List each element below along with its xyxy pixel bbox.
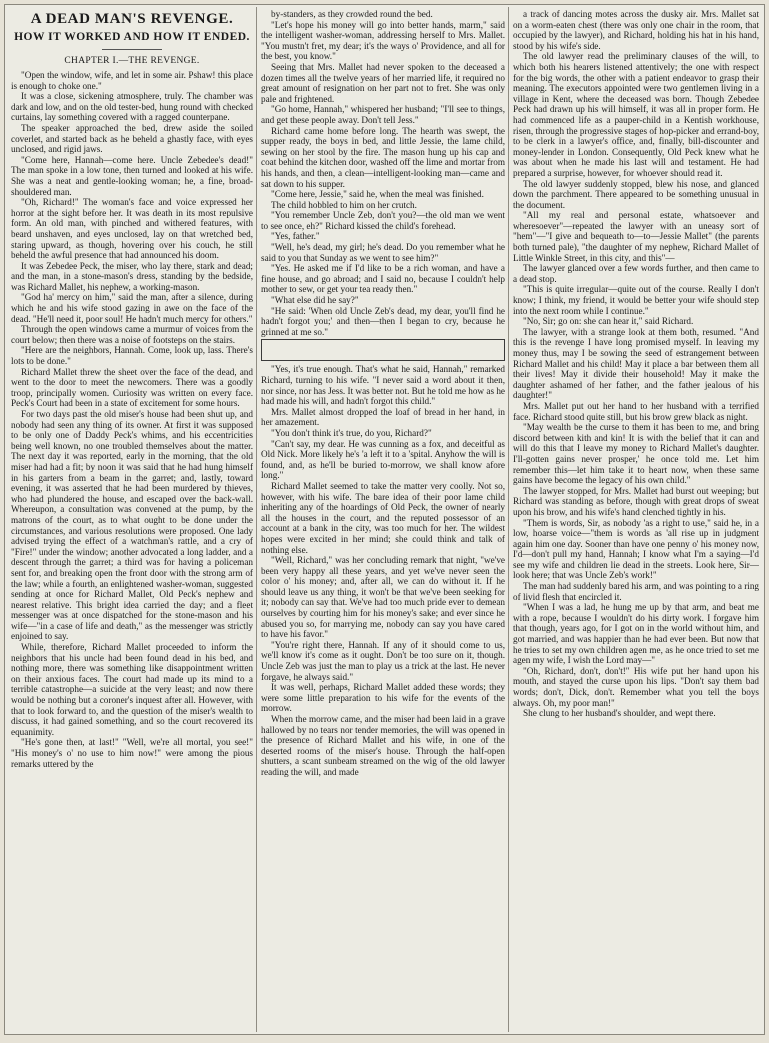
paragraph: She clung to her husband's shoulder, and wept there.	[523, 708, 716, 719]
paragraph: Richard Mallet threw the sheet over the face of the dead, and went to the door to meet the newcomers. There was a goodly troop, principally women. Curiosity was written on every face. Peck's Court had been in a state of excitement for some hours.	[11, 366, 253, 409]
paragraph: Richard Mallet seemed to take the matter very coolly. Not so, however, with his wife. The bare idea of their poor lame child inheriting any of the hoardings of Old Peck, the owner of nearly all the houses in the court, and the reputed possessor of an account at a bank in the city, was too much for her. The wildest hopes were excited in her mind; she could think and talk of nothing else.	[261, 480, 505, 555]
title-divider	[102, 49, 162, 50]
paragraph: "He said: 'When old Uncle Zeb's dead, my dear, you'll find he hadn't forgot you;' and then—then I began to cry, because he grinned at me so."	[261, 305, 505, 337]
paragraph: Mrs. Mallet put out her hand to her husband with a terrified face. Richard stood quite still, but his brow grew black as night.	[513, 400, 759, 422]
paragraph: "Let's hope his money will go into better hands, marm," said the intelligent washer-woman, addressing herself to Mrs. Mallet. "You mustn't fret, my dear; it's the ways o' Providence, and all for the best, you know."	[261, 19, 505, 62]
paragraph: When the morrow came, and the miser had been laid in a grave hallowed by no tears nor tender memories, the will was opened in the presence of Richard Mallet and his wife, in one of the deserted rooms of the miser's house. Through the half-open shutters, a scant sunbeam streamed on the wig of the old lawyer reading the will, and made	[261, 714, 505, 777]
paragraph: "Oh, Richard, don't, don't!" His wife put her hand upon his mouth, and stayed the curse upon his lips. "Don't say them bad words; don't, Dick, don't. Remember what you tell the boys always. Oh, my poor man!"	[513, 665, 759, 708]
paragraph: "You remember Uncle Zeb, don't you?—the old man we went to see once, eh?" Richard kissed the child's forehead.	[261, 210, 505, 231]
paragraph: It was Zebedee Peck, the miser, who lay there, stark and dead; and the man, in a stone-mason's dress, standing by the bedside, was Richard Mallet, his nephew, a working-mason.	[11, 260, 253, 292]
paragraph: The speaker approached the bed, drew aside the soiled coverlet, and started back as he beheld a ghastly face, with eyes unclosed, and rigid jaws.	[11, 122, 253, 155]
paragraph: The man had suddenly bared his arm, and was pointing to a ring of livid flesh that encircled it.	[513, 581, 759, 602]
paragraph: "No, Sir; go on: she can hear it," said Richard.	[523, 316, 694, 327]
paragraph: by-standers, as they crowded round the bed.	[271, 9, 433, 19]
paragraph: "Go home, Hannah," whispered her husband; "I'll see to things, and get these people away. Don't tell Jess."	[261, 104, 505, 125]
paragraph: "May wealth be the curse to them it has been to me, and bring discord between kith and kin! It is with the belief that it can and will do this that I leave my money to Richard Mallet's daughter. I'll-gotten gains never prosper,' he once told me. Let him remember this—let him take it to heart now, when these same gains have become the legacy of his own child."	[513, 422, 759, 486]
paragraph: The lawyer, with a strange look at them both, resumed. "And this is the revenge I have long promised myself. In leaving my money thus, may I be sowing the seed of estrangement between Richard Mallet and his child! May it place a bar between them all their lives! May it divide their household! May it make the daughter ashamed of her father, and the father jealous of his daughter!"	[513, 326, 759, 401]
column-3	[513, 9, 759, 1030]
paragraph: "What else did he say?"	[271, 295, 359, 306]
paragraph: a track of dancing motes across the dusky air. Mrs. Mallet sat on a worm-eaten chest (there was only one chair in the room, that occupied by the lawyer), and Richard, holding his hat in his hand, stood by his wife's side.	[513, 9, 759, 51]
newspaper-page	[4, 4, 765, 1035]
paragraph: "Come here, Jessie," said he, when the meal was finished.	[271, 189, 484, 200]
article-subtitle: HOW IT WORKED AND HOW IT ENDED.	[14, 31, 250, 43]
paragraph: It was well, perhaps, Richard Mallet added these words; they were some little preparation to his wife for the events of the morrow.	[261, 682, 505, 714]
paragraph: "Yes, it's true enough. That's what he said, Hannah," remarked Richard, turning to his wife. "I never said a word about it then, nor since, nor has Jess. It was better not. But he told me how as he had made his will, and hadn't forgot this child."	[261, 364, 505, 407]
paragraph: "Yes, father."	[271, 231, 320, 242]
paragraph: "All my real and personal estate, whatsoever and wheresoever"—repeated the lawyer with an uneasy sort of "hem"—"I give and bequeath to—to—Jessie Mallet" (the parents both turned pale), "the daughter of my nephew, Richard Mallet of Little Winkle Street, in this city, and this"—	[513, 210, 759, 263]
chapter-heading: CHAPTER I.—THE REVENGE.	[64, 56, 200, 66]
paragraph: The old lawyer read the preliminary clauses of the will, to which both his hearers listened attentively; the one with respect for the big words, the other with a patient endeavor to grasp their meaning. The executors appointed were two gentlemen living in a village in Kent, where the deceased was born. Though Zebedee Peck had drawn up his will himself, it was all in proper form. He had commenced life as a pauper-child in a Kentish workhouse, risen, through the progressive stages of hop-picker and errand-boy, to be clerk in a lawyer's office, and, finally, bill-discounter and money-lender in London. Consequently, Old Peck knew what he was about when he made his last will and testament. He had prepared a surprise, however, for whoever should read it.	[513, 51, 759, 178]
paragraph: The lawyer glanced over a few words further, and then came to a dead stop.	[513, 263, 759, 284]
column-1	[11, 9, 253, 1030]
paragraph: Mrs. Mallet almost dropped the loaf of bread in her hand, in her amazement.	[261, 406, 505, 428]
paragraph: "Well, he's dead, my girl; he's dead. Do you remember what he said to you that Sunday as we went to see him?"	[261, 242, 505, 263]
paragraph: "He's gone then, at last!" "Well, we're all mortal, you see!" "His money's o' no use to him now!" were among the pious remarks uttered by the	[11, 737, 253, 769]
paragraph: "Here are the neighbors, Hannah. Come, look up, lass. There's lots to be done."	[11, 345, 253, 367]
paragraph: "Can't say, my dear. He was cunning as a fox, and deceitful as Old Nick. More likely he's 'a left it to a 'spital. Anyhow the will is found, and, as he'll be buried to-morrow, we shall know afore long."	[261, 438, 505, 481]
paragraph: "Come here, Hannah—come here. Uncle Zebedee's dead!" The man spoke in a low tone, then turned and looked at his wife. She was a neat and gentle-looking woman; he, a fine, broad-shouldered man.	[11, 154, 253, 197]
paragraph: "Open the window, wife, and let in some air. Pshaw! this place is enough to choke one."	[11, 70, 253, 91]
paragraph: The child hobbled to him on her crutch.	[271, 199, 417, 210]
paragraph: "Well, Richard," was her concluding remark that night, "we've been very happy all these years, and yet we've never seen the color o' his money; and, after all, we can do without it. If he should leave us any thing, it won't be that we've been seeking for it; nobody can say that. We've had too much pride ever to demean ourselves by courting him for his money's sake; and ever since he abused you so, for marrying me, nobody can say you have cared to have his favor."	[261, 555, 505, 640]
paragraph: The old lawyer suddenly stopped, blew his nose, and glanced down the parchment. There appeared to be something unusual in the document.	[513, 178, 759, 210]
paragraph: "This is quite irregular—quite out of the course. Really I don't know; I think, my friend, it would be better your wife should step into the next room while I continue."	[513, 284, 759, 316]
paragraph: Through the open windows came a murmur of voices from the court below; then there was a noise of footsteps on the stairs.	[11, 324, 253, 345]
paragraph: "Oh, Richard!" The woman's face and voice expressed her horror at the sight before her. It was death in its most repulsive form. An old man, with pinched and withered features, with beard unshaven, and eyes unclosed, lay on that wretched bed, staring upward, as though, hovering over his couch, he still beheld the awful presence that had announced his doom.	[11, 197, 253, 261]
paragraph: "You don't think it's true, do you, Richard?"	[271, 427, 432, 438]
highlight-box	[261, 339, 505, 361]
paragraph: While, therefore, Richard Mallet proceeded to inform the neighbors that his uncle had been found dead in his bed, and nothing more, there was something like disappointment written on their anxious faces. The court had made up its mind to a terrible catastrophe—a suicide at the very least; and now there would be nothing but a coroner's inquest after all. However, with that to look forward to, and the question of the miser's wealth to discuss, it had gained something, and so the court recovered its equanimity.	[11, 642, 253, 737]
paragraph: It was a close, sickening atmosphere, truly. The chamber was dark and low, and on the old tester-bed, hung round with checked curtains, lay something covered with a ragged counterpane.	[11, 91, 253, 123]
article-title: A DEAD MAN'S REVENGE.	[30, 11, 234, 27]
paragraph: "You're right there, Hannah. If any of it should come to us, we'll know it's come as it ought. Don't be too sure on it, though. Uncle Zeb was just the man to play us a trick at the last. He never forgave, he always said."	[261, 639, 505, 682]
paragraph: "Yes. He asked me if I'd like to be a rich woman, and have a fine house, and go abroad; and I said no, because I couldn't help mother to sew, or get your tea ready then."	[261, 263, 505, 295]
column-rule	[256, 7, 257, 1032]
column-2	[261, 9, 505, 1030]
paragraph: "When I was a lad, he hung me up by that arm, and beat me with a rope, because I wouldn't do his dirty work. I forgave him that though, years ago, for I got on in the world without him, and got married, and was happier than he had ever been. But now that he tries to set my own children agen me, as he once tried to set me agen my wife, I wish the Lord may—"	[513, 602, 759, 666]
paragraph: Richard came home before long. The hearth was swept, the supper ready, the boys in bed, and little Jessie, the lame child, sewing on her stool by the fire. The mason hung up his cap and coat behind the kitchen door, washed off the lime and mortar from his hands, and then, a clean—intelligent-looking man—came and sat down to his supper.	[261, 125, 505, 189]
paragraph: "God ha' mercy on him," said the man, after a silence, during which he and his wife stood gazing in awe on the face of the dead. "He'll need it, poor soul! He hadn't much mercy for others."	[11, 292, 253, 324]
paragraph: Seeing that Mrs. Mallet had never spoken to the deceased a dozen times all the twelve years of her married life, it required no great amount of resignation on her part not to fret. She was only pale and frightened.	[261, 61, 505, 104]
paragraph: "Them is words, Sir, as nobody 'as a right to use," said he, in a low, hoarse voice—"them is words as 'all rise up in judgment again him one day. Sooner than have one penny o' his money now, I'd—don't pull my hand, Hannah; I know what I'm a saying—I'd see my wife and children lie dead in the streets. Look here, Sir—look here; that was Uncle Zeb's work!"	[513, 517, 759, 581]
paragraph: The lawyer stopped, for Mrs. Mallet had burst out weeping; but Richard was standing as before, though with great drops of sweat upon his brow, and his wife's hand clenched tightly in his.	[513, 485, 759, 517]
column-rule	[508, 7, 509, 1032]
paragraph: For two days past the old miser's house had been shut up, and nobody had seen any thing of its owner. At first it was supposed to be only one of Daddy Peck's whims, and his eccentricities being well known, no one troubled themselves about the matter. The next day it was reported, early in the morning, that the old miser had had a fit; by noon it was said that he had hung himself in his garters from a beam in the garret; and, lastly, toward evening, it was asserted that he had been murdered by thieves, who had plundered the house, and escaped over the back-wall. Whereupon, a consultation was convened at the pump, by the matrons of the court, as to what ought to be done under the circumstances, and various resolutions were proposed. One lady advised trying the effect of a watchman's rattle, and a cry of "Fire!" under the window; another advocated a long ladder, and a descent through the garret; a third was for having a policeman sent for, and breaking open the front door with the strong arm of the law; while a fourth, an enlightened washer-woman, suggested sending at once for Richard Mallet, Old Peck's nephew and nearest relative. This bright idea carried the day; and a fleet messenger was at once dispatched for the stone-mason and his wife—"in a case of life and death," as the messenger was strictly enjoined to say.	[11, 409, 253, 642]
